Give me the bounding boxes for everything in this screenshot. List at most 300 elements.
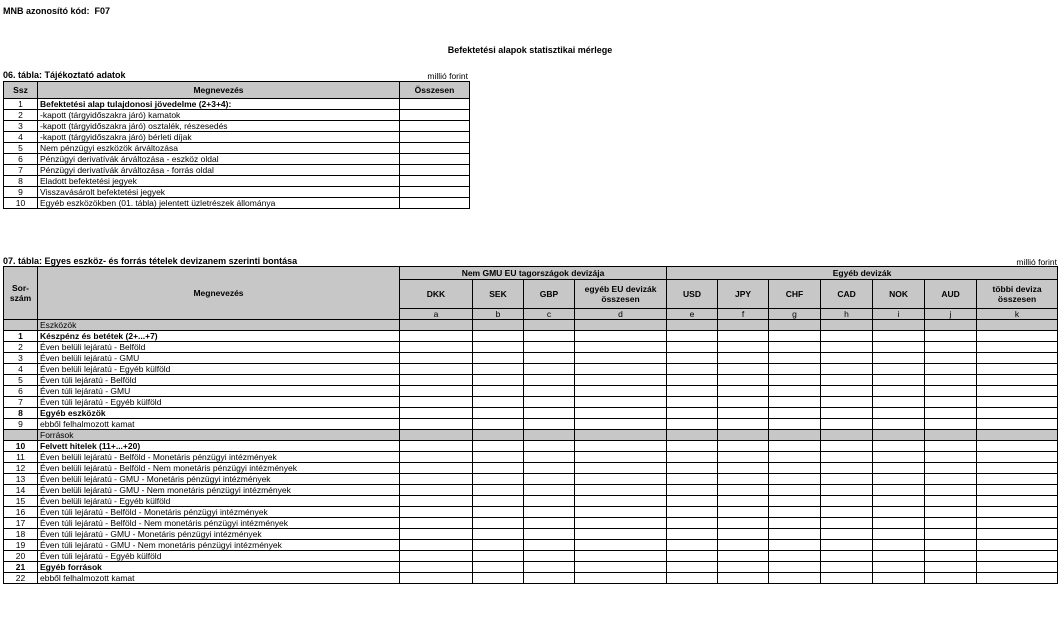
row-label: Éven belüli lejáratú - GMU - Nem monetáris pénzügyi intézmények [38,485,400,496]
value-cell[interactable] [873,540,925,551]
value-cell[interactable] [400,551,473,562]
value-cell[interactable] [400,529,473,540]
value-cell[interactable] [667,485,718,496]
value-cell[interactable] [821,331,873,342]
value-cell[interactable] [524,463,575,474]
value-cell[interactable] [769,551,821,562]
value-cell[interactable] [667,496,718,507]
value-cell[interactable] [769,419,821,430]
value-cell[interactable] [524,353,575,364]
value-cell[interactable] [925,496,977,507]
value-cell[interactable] [821,353,873,364]
value-cell[interactable] [473,375,524,386]
value-cell[interactable] [821,518,873,529]
row-number: 7 [4,397,38,408]
value-cell[interactable] [925,419,977,430]
column-code: e [667,309,718,320]
row-label: Éven belüli lejáratú - GMU [38,353,400,364]
value-cell[interactable] [667,562,718,573]
row-number: 9 [4,419,38,430]
value-cell[interactable] [575,452,667,463]
value-cell[interactable] [524,562,575,573]
value-cell[interactable] [667,364,718,375]
value-cell[interactable] [400,386,473,397]
value-cell[interactable] [769,518,821,529]
row-label: Éven túli lejáratú - Egyéb külföld [38,551,400,562]
value-cell[interactable] [769,562,821,573]
value-cell[interactable] [821,573,873,584]
value-cell[interactable] [718,573,769,584]
value-cell[interactable] [718,353,769,364]
value-cell[interactable] [575,474,667,485]
value-cell[interactable] [821,408,873,419]
value-cell[interactable] [977,507,1058,518]
value-cell[interactable] [400,397,473,408]
value-cell[interactable] [575,573,667,584]
value-cell[interactable] [718,474,769,485]
value-cell[interactable] [925,353,977,364]
value-cell[interactable] [977,353,1058,364]
table06 [3,81,470,209]
value-cell[interactable] [575,496,667,507]
value-cell[interactable] [769,353,821,364]
value-cell[interactable] [667,408,718,419]
value-cell[interactable] [718,507,769,518]
value-cell[interactable] [667,441,718,452]
value-cell[interactable] [473,540,524,551]
value-cell[interactable] [873,452,925,463]
value-cell[interactable] [667,540,718,551]
section-cell [977,320,1058,331]
value-cell[interactable] [821,375,873,386]
value-cell[interactable] [473,419,524,430]
row-number: 6 [4,154,38,165]
value-cell[interactable] [821,397,873,408]
value-cell[interactable] [667,386,718,397]
value-cell[interactable] [575,353,667,364]
value-cell[interactable] [873,529,925,540]
value-cell[interactable] [400,518,473,529]
currency-header: DKK [400,280,473,309]
value-cell[interactable] [821,529,873,540]
value-cell[interactable] [718,463,769,474]
row-label: Éven túli lejáratú - GMU - Nem monetáris pénzügyi intézmények [38,540,400,551]
value-cell[interactable] [769,397,821,408]
value-cell[interactable] [667,551,718,562]
section-cell [718,320,769,331]
value-cell[interactable] [977,485,1058,496]
value-cell[interactable] [821,463,873,474]
value-cell[interactable] [769,529,821,540]
value-cell[interactable] [667,463,718,474]
value-cell[interactable] [400,507,473,518]
value-cell[interactable] [718,518,769,529]
value-cell[interactable] [524,397,575,408]
value-cell[interactable] [925,485,977,496]
value-cell[interactable] [977,529,1058,540]
value-cell[interactable] [473,463,524,474]
value-cell[interactable] [977,573,1058,584]
value-cell[interactable] [400,441,473,452]
value-cell[interactable] [821,507,873,518]
value-cell[interactable] [977,364,1058,375]
value-cell[interactable] [769,386,821,397]
value-cell[interactable] [977,474,1058,485]
row-label: Felvett hitelek (11+...+20) [38,441,400,452]
value-cell[interactable] [718,562,769,573]
value-cell[interactable] [473,518,524,529]
value-cell[interactable] [400,540,473,551]
value-cell[interactable] [473,331,524,342]
value-cell[interactable] [524,452,575,463]
total-cell[interactable] [400,154,470,165]
value-cell[interactable] [524,331,575,342]
currency-header: CAD [821,280,873,309]
value-cell[interactable] [575,419,667,430]
table07-row [4,485,1058,496]
value-cell[interactable] [977,452,1058,463]
value-cell[interactable] [873,331,925,342]
value-cell[interactable] [925,507,977,518]
value-cell[interactable] [821,485,873,496]
value-cell[interactable] [718,408,769,419]
value-cell[interactable] [718,419,769,430]
value-cell[interactable] [667,452,718,463]
value-cell[interactable] [925,331,977,342]
table07-title: 07. tábla: Egyes eszköz- és forrás tételek devizanem szerinti bontása [3,256,298,266]
value-cell[interactable] [667,342,718,353]
value-cell[interactable] [524,518,575,529]
value-cell[interactable] [769,408,821,419]
value-cell[interactable] [925,463,977,474]
row-number: 2 [4,342,38,353]
value-cell[interactable] [769,342,821,353]
value-cell[interactable] [575,386,667,397]
value-cell[interactable] [524,364,575,375]
value-cell[interactable] [400,353,473,364]
value-cell[interactable] [977,331,1058,342]
value-cell[interactable] [977,540,1058,551]
value-cell[interactable] [473,353,524,364]
value-cell[interactable] [925,441,977,452]
row-label: -kapott (tárgyidőszakra járó) osztalék, részesedés [38,121,400,132]
value-cell[interactable] [575,529,667,540]
section-cell [473,430,524,441]
total-cell[interactable] [400,143,470,154]
value-cell[interactable] [667,419,718,430]
value-cell[interactable] [667,529,718,540]
currency-header: NOK [873,280,925,309]
value-cell[interactable] [473,573,524,584]
value-cell[interactable] [769,463,821,474]
table07-unit: millió forint [1016,257,1057,267]
value-cell[interactable] [718,540,769,551]
row-number: 20 [4,551,38,562]
value-cell[interactable] [524,540,575,551]
value-cell[interactable] [473,408,524,419]
value-cell[interactable] [667,353,718,364]
value-cell[interactable] [400,331,473,342]
value-cell[interactable] [524,419,575,430]
value-cell[interactable] [718,452,769,463]
value-cell[interactable] [524,342,575,353]
section-row [4,430,1058,441]
currency-header: egyéb EU devizák összesen [575,280,667,309]
value-cell[interactable] [524,408,575,419]
value-cell[interactable] [524,386,575,397]
total-cell[interactable] [400,121,470,132]
value-cell[interactable] [667,507,718,518]
value-cell[interactable] [821,441,873,452]
column-code: j [925,309,977,320]
value-cell[interactable] [873,342,925,353]
value-cell[interactable] [667,573,718,584]
value-cell[interactable] [400,485,473,496]
section-cell [400,430,473,441]
value-cell[interactable] [575,485,667,496]
value-cell[interactable] [400,342,473,353]
value-cell[interactable] [873,463,925,474]
value-cell[interactable] [977,408,1058,419]
column-code: f [718,309,769,320]
value-cell[interactable] [821,540,873,551]
value-cell[interactable] [575,540,667,551]
value-cell[interactable] [575,463,667,474]
table06-row [4,132,470,143]
value-cell[interactable] [718,342,769,353]
value-cell[interactable] [575,518,667,529]
value-cell[interactable] [524,496,575,507]
value-cell[interactable] [524,507,575,518]
value-cell[interactable] [575,397,667,408]
value-cell[interactable] [575,551,667,562]
value-cell[interactable] [524,474,575,485]
value-cell[interactable] [769,474,821,485]
value-cell[interactable] [473,452,524,463]
row-label: Befektetési alap tulajdonosi jövedelme (2+3+4): [38,99,400,110]
value-cell[interactable] [977,441,1058,452]
row-label: ebből felhalmozott kamat [38,573,400,584]
row-label: Éven túli lejáratú - Belföld - Monetáris pénzügyi intézmények [38,507,400,518]
value-cell[interactable] [575,408,667,419]
total-cell[interactable] [400,132,470,143]
value-cell[interactable] [524,551,575,562]
value-cell[interactable] [925,518,977,529]
currency-header: USD [667,280,718,309]
value-cell[interactable] [925,386,977,397]
value-cell[interactable] [977,386,1058,397]
value-cell[interactable] [769,485,821,496]
value-cell[interactable] [873,386,925,397]
value-cell[interactable] [873,573,925,584]
value-cell[interactable] [821,474,873,485]
value-cell[interactable] [821,364,873,375]
value-cell[interactable] [400,364,473,375]
section-cell [524,430,575,441]
table07-row [4,331,1058,342]
table06-unit: millió forint [427,71,468,81]
value-cell[interactable] [667,397,718,408]
value-cell[interactable] [400,573,473,584]
value-cell[interactable] [977,375,1058,386]
value-cell[interactable] [977,551,1058,562]
value-cell[interactable] [873,496,925,507]
value-cell[interactable] [473,386,524,397]
value-cell[interactable] [821,551,873,562]
value-cell[interactable] [473,551,524,562]
total-cell[interactable] [400,176,470,187]
value-cell[interactable] [575,562,667,573]
value-cell[interactable] [718,375,769,386]
value-cell[interactable] [400,375,473,386]
value-cell[interactable] [925,375,977,386]
value-cell[interactable] [575,441,667,452]
value-cell[interactable] [977,419,1058,430]
value-cell[interactable] [977,463,1058,474]
table07 [3,266,1058,584]
value-cell[interactable] [873,507,925,518]
value-cell[interactable] [575,331,667,342]
value-cell[interactable] [400,419,473,430]
value-cell[interactable] [925,562,977,573]
value-cell[interactable] [400,496,473,507]
value-cell[interactable] [925,342,977,353]
value-cell[interactable] [769,573,821,584]
value-cell[interactable] [925,364,977,375]
value-cell[interactable] [769,540,821,551]
value-cell[interactable] [821,419,873,430]
value-cell[interactable] [524,375,575,386]
value-cell[interactable] [873,485,925,496]
value-cell[interactable] [977,496,1058,507]
total-cell[interactable] [400,198,470,209]
value-cell[interactable] [473,342,524,353]
value-cell[interactable] [718,441,769,452]
section-cell [873,430,925,441]
value-cell[interactable] [473,364,524,375]
total-cell[interactable] [400,99,470,110]
value-cell[interactable] [400,474,473,485]
column-code: d [575,309,667,320]
value-cell[interactable] [473,562,524,573]
value-cell[interactable] [821,342,873,353]
value-cell[interactable] [873,408,925,419]
value-cell[interactable] [977,518,1058,529]
value-cell[interactable] [667,331,718,342]
value-cell[interactable] [575,342,667,353]
value-cell[interactable] [925,408,977,419]
value-cell[interactable] [575,507,667,518]
value-cell[interactable] [925,529,977,540]
total-cell[interactable] [400,187,470,198]
value-cell[interactable] [473,529,524,540]
value-cell[interactable] [769,452,821,463]
value-cell[interactable] [769,507,821,518]
value-cell[interactable] [873,562,925,573]
value-cell[interactable] [718,397,769,408]
value-cell[interactable] [400,463,473,474]
value-cell[interactable] [575,364,667,375]
value-cell[interactable] [769,441,821,452]
value-cell[interactable] [524,485,575,496]
value-cell[interactable] [524,441,575,452]
value-cell[interactable] [667,375,718,386]
value-cell[interactable] [667,474,718,485]
value-cell[interactable] [473,397,524,408]
value-cell[interactable] [925,474,977,485]
value-cell[interactable] [925,452,977,463]
value-cell[interactable] [925,540,977,551]
value-cell[interactable] [718,485,769,496]
value-cell[interactable] [769,331,821,342]
value-cell[interactable] [718,496,769,507]
value-cell[interactable] [718,386,769,397]
value-cell[interactable] [873,419,925,430]
value-cell[interactable] [821,452,873,463]
section-cell [575,430,667,441]
value-cell[interactable] [718,331,769,342]
value-cell[interactable] [473,496,524,507]
value-cell[interactable] [873,551,925,562]
table07-row [4,364,1058,375]
row-number: 15 [4,496,38,507]
value-cell[interactable] [667,518,718,529]
total-cell[interactable] [400,165,470,176]
value-cell[interactable] [925,397,977,408]
value-cell[interactable] [524,573,575,584]
value-cell[interactable] [977,397,1058,408]
value-cell[interactable] [821,562,873,573]
value-cell[interactable] [925,551,977,562]
value-cell[interactable] [977,562,1058,573]
value-cell[interactable] [575,375,667,386]
value-cell[interactable] [718,551,769,562]
value-cell[interactable] [873,441,925,452]
value-cell[interactable] [400,562,473,573]
value-cell[interactable] [769,496,821,507]
value-cell[interactable] [977,342,1058,353]
row-number: 21 [4,562,38,573]
value-cell[interactable] [821,386,873,397]
row-label: Éven belüli lejáratú - GMU - Monetáris pénzügyi intézmények [38,474,400,485]
value-cell[interactable] [821,496,873,507]
value-cell[interactable] [473,485,524,496]
value-cell[interactable] [400,408,473,419]
value-cell[interactable] [873,397,925,408]
mnb-code: MNB azonosító kód: F07 [3,6,111,16]
value-cell[interactable] [400,452,473,463]
value-cell[interactable] [873,518,925,529]
value-cell[interactable] [925,573,977,584]
table06-row [4,187,470,198]
total-cell[interactable] [400,110,470,121]
table06-row [4,176,470,187]
value-cell[interactable] [873,364,925,375]
value-cell[interactable] [769,375,821,386]
value-cell[interactable] [524,529,575,540]
value-cell[interactable] [769,364,821,375]
value-cell[interactable] [873,474,925,485]
value-cell[interactable] [473,441,524,452]
column-code: b [473,309,524,320]
value-cell[interactable] [473,507,524,518]
currency-header: CHF [769,280,821,309]
value-cell[interactable] [873,375,925,386]
value-cell[interactable] [473,474,524,485]
value-cell[interactable] [873,353,925,364]
value-cell[interactable] [718,364,769,375]
value-cell[interactable] [718,529,769,540]
